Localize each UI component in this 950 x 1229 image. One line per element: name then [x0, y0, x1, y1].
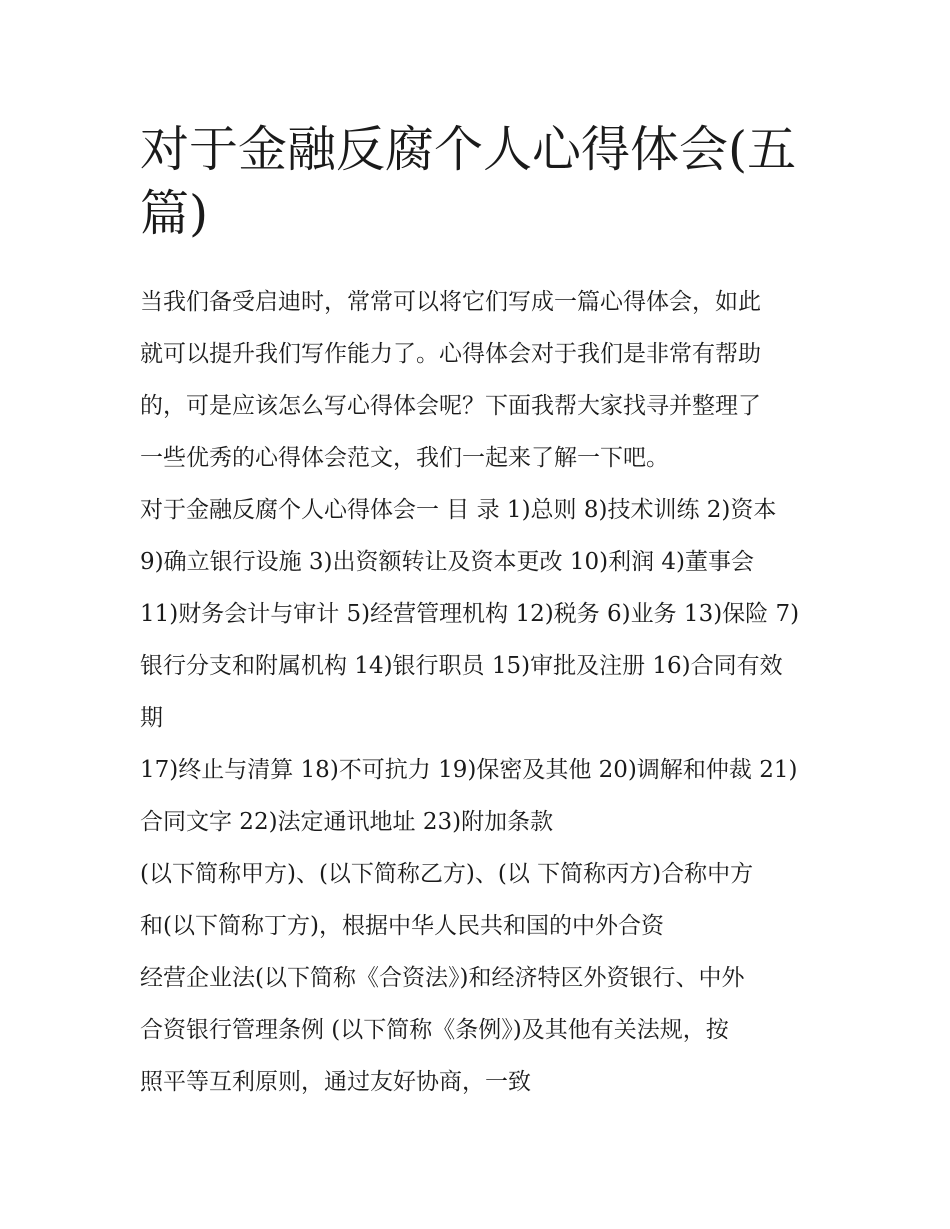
text-line: 就可以提升我们写作能力了。心得体会对于我们是非常有帮助 — [140, 341, 761, 367]
toc-continued-paragraph — [140, 744, 820, 848]
text-line: 合资银行管理条例 (以下简称《条例》)及其他有关法规，按 — [140, 1017, 729, 1043]
text-line: (以下简称甲方)、(以下简称乙方)、(以 下简称丙方)合称中方 — [140, 861, 754, 887]
text-line: 一些优秀的心得体会范文，我们一起来了解一下吧。 — [140, 445, 669, 471]
text-line: 照平等互利原则，通过友好协商，一致 — [140, 1069, 531, 1095]
title-line: 对于金融反腐个人心得体会(五 — [140, 121, 797, 178]
text-line: 和(以下简称丁方)，根据中华人民共和国的中外合资 — [140, 913, 664, 939]
text-line: 17)终止与清算 18)不可抗力 19)保密及其他 20)调解和仲裁 21) — [140, 757, 798, 783]
text-line: 合同文字 22)法定通讯地址 23)附加条款 — [140, 809, 554, 835]
text-line: 11)财务会计与审计 5)经营管理机构 12)税务 6)业务 13)保险 7) — [140, 601, 800, 627]
text-line: 期 — [140, 705, 163, 731]
document-title — [140, 118, 820, 246]
intro-paragraph — [140, 276, 820, 484]
document-page — [140, 118, 820, 1108]
law-paragraph — [140, 952, 820, 1108]
text-line: 对于金融反腐个人心得体会一 目 录 1)总则 8)技术训练 2)资本 — [140, 497, 777, 523]
text-line: 9)确立银行设施 3)出资额转让及资本更改 10)利润 4)董事会 — [140, 549, 754, 575]
text-line: 的，可是应该怎么写心得体会呢？下面我帮大家找寻并整理了 — [140, 393, 761, 419]
text-line: 经营企业法(以下简称《合资法》)和经济特区外资银行、中外 — [140, 965, 745, 991]
text-line: 银行分支和附属机构 14)银行职员 15)审批及注册 16)合同有效 — [140, 653, 783, 679]
text-line: 当我们备受启迪时，常常可以将它们写成一篇心得体会，如此 — [140, 289, 761, 315]
parties-paragraph — [140, 848, 820, 952]
toc-paragraph — [140, 484, 820, 744]
title-line: 篇) — [140, 185, 209, 242]
